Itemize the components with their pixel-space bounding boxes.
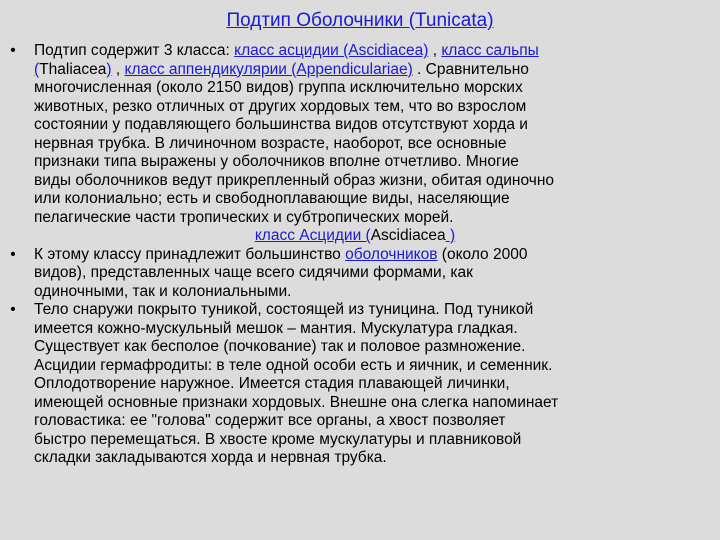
- link-subheading-close[interactable]: ): [445, 227, 456, 244]
- subheading-class-ascidiacea: [34, 227, 716, 246]
- text-line: виды оболочников ведут прикрепленный образ жизни, обитая одиночно: [34, 171, 555, 189]
- text-line: Асцидии гермафродиты: в теле одной особи есть и яичник, и семенник.: [34, 356, 553, 374]
- text-line: Существует как бесполое (почкование) так и половое размножение.: [34, 338, 526, 355]
- link-class-ascidiacea[interactable]: класс асцидии (Ascidiacea): [234, 42, 429, 59]
- text-line: быстро перемещаться. В хвосте кроме мускулатуры и плавниковой: [34, 430, 522, 448]
- text-line: [34, 42, 716, 61]
- text-line: одиночными, так и колониальными.: [34, 282, 292, 300]
- text-span: (около 2000: [437, 245, 528, 263]
- text-span: К этому классу принадлежит большинство: [34, 245, 346, 263]
- text-line: нервная трубка. В личиночном возрасте, наоборот, все основные: [34, 134, 507, 152]
- bullet-paragraph-3: [0, 301, 716, 468]
- text-span: Thaliacea: [39, 60, 107, 78]
- link-subheading-ascidiacea[interactable]: класс Асцидии (: [254, 227, 371, 244]
- text-line: складки закладываются хорда и нервная трубка.: [34, 449, 387, 466]
- text-line: имеющей основные признаки хордовых. Внешне она слегка напоминает: [34, 393, 559, 411]
- text-span: ,: [111, 60, 125, 78]
- text-line: животных, резко отличных от других хордовых тем, что во взрослом: [34, 97, 527, 115]
- text-span: Подтип содержит 3 класса:: [34, 42, 235, 59]
- text-line: многочисленная (около 2150 видов) группа исключительно морских: [34, 79, 523, 96]
- bullet-icon: •: [10, 42, 16, 59]
- text-line: видов), представленных чаще всего сидячими формами, как: [34, 264, 473, 281]
- link-paren-close[interactable]: ): [106, 60, 112, 78]
- text-span: Ascidiacea: [370, 227, 446, 244]
- link-tunicates[interactable]: оболочников: [345, 245, 438, 263]
- text-line: головастика: ее "голова" содержит все органы, а хвост позволяет: [34, 412, 506, 429]
- link-class-thaliacea[interactable]: класс сальпы: [441, 42, 539, 59]
- link-class-appendiculariae[interactable]: класс аппендикулярии (Appendiculariae): [124, 60, 413, 78]
- link-paren-open[interactable]: (: [34, 60, 40, 78]
- text-line: Оплодотворение наружное. Имеется стадия плавающей личинки,: [34, 375, 510, 392]
- slide-content: [0, 42, 716, 468]
- text-line: [34, 61, 716, 80]
- text-span: ,: [428, 42, 442, 59]
- text-line: признаки типа выражены у оболочников вполне отчетливо. Многие: [34, 153, 519, 170]
- bullet-paragraph-2: [0, 246, 716, 302]
- slide-title[interactable]: Подтип Оболочники (Tunicata): [226, 10, 494, 31]
- bullet-icon: •: [10, 245, 16, 263]
- text-line: Тело снаружи покрыто туникой, состоящей из туницина. Под туникой: [34, 301, 534, 318]
- text-span: . Сравнительно: [412, 60, 529, 78]
- text-line: пелагические части тропических и субтропических морей.: [34, 208, 454, 226]
- text-line: [34, 246, 716, 265]
- text-line: или колониально; есть и свободноплавающие виды, населяющие: [34, 190, 510, 207]
- bullet-icon: •: [10, 301, 16, 318]
- text-line: имеется кожно-мускульный мешок – мантия. Мускулатура гладкая.: [34, 319, 518, 337]
- text-line: состоянии у подавляющего большинства видов отсутствуют хорда и: [34, 116, 528, 133]
- bullet-paragraph-1: [0, 42, 716, 246]
